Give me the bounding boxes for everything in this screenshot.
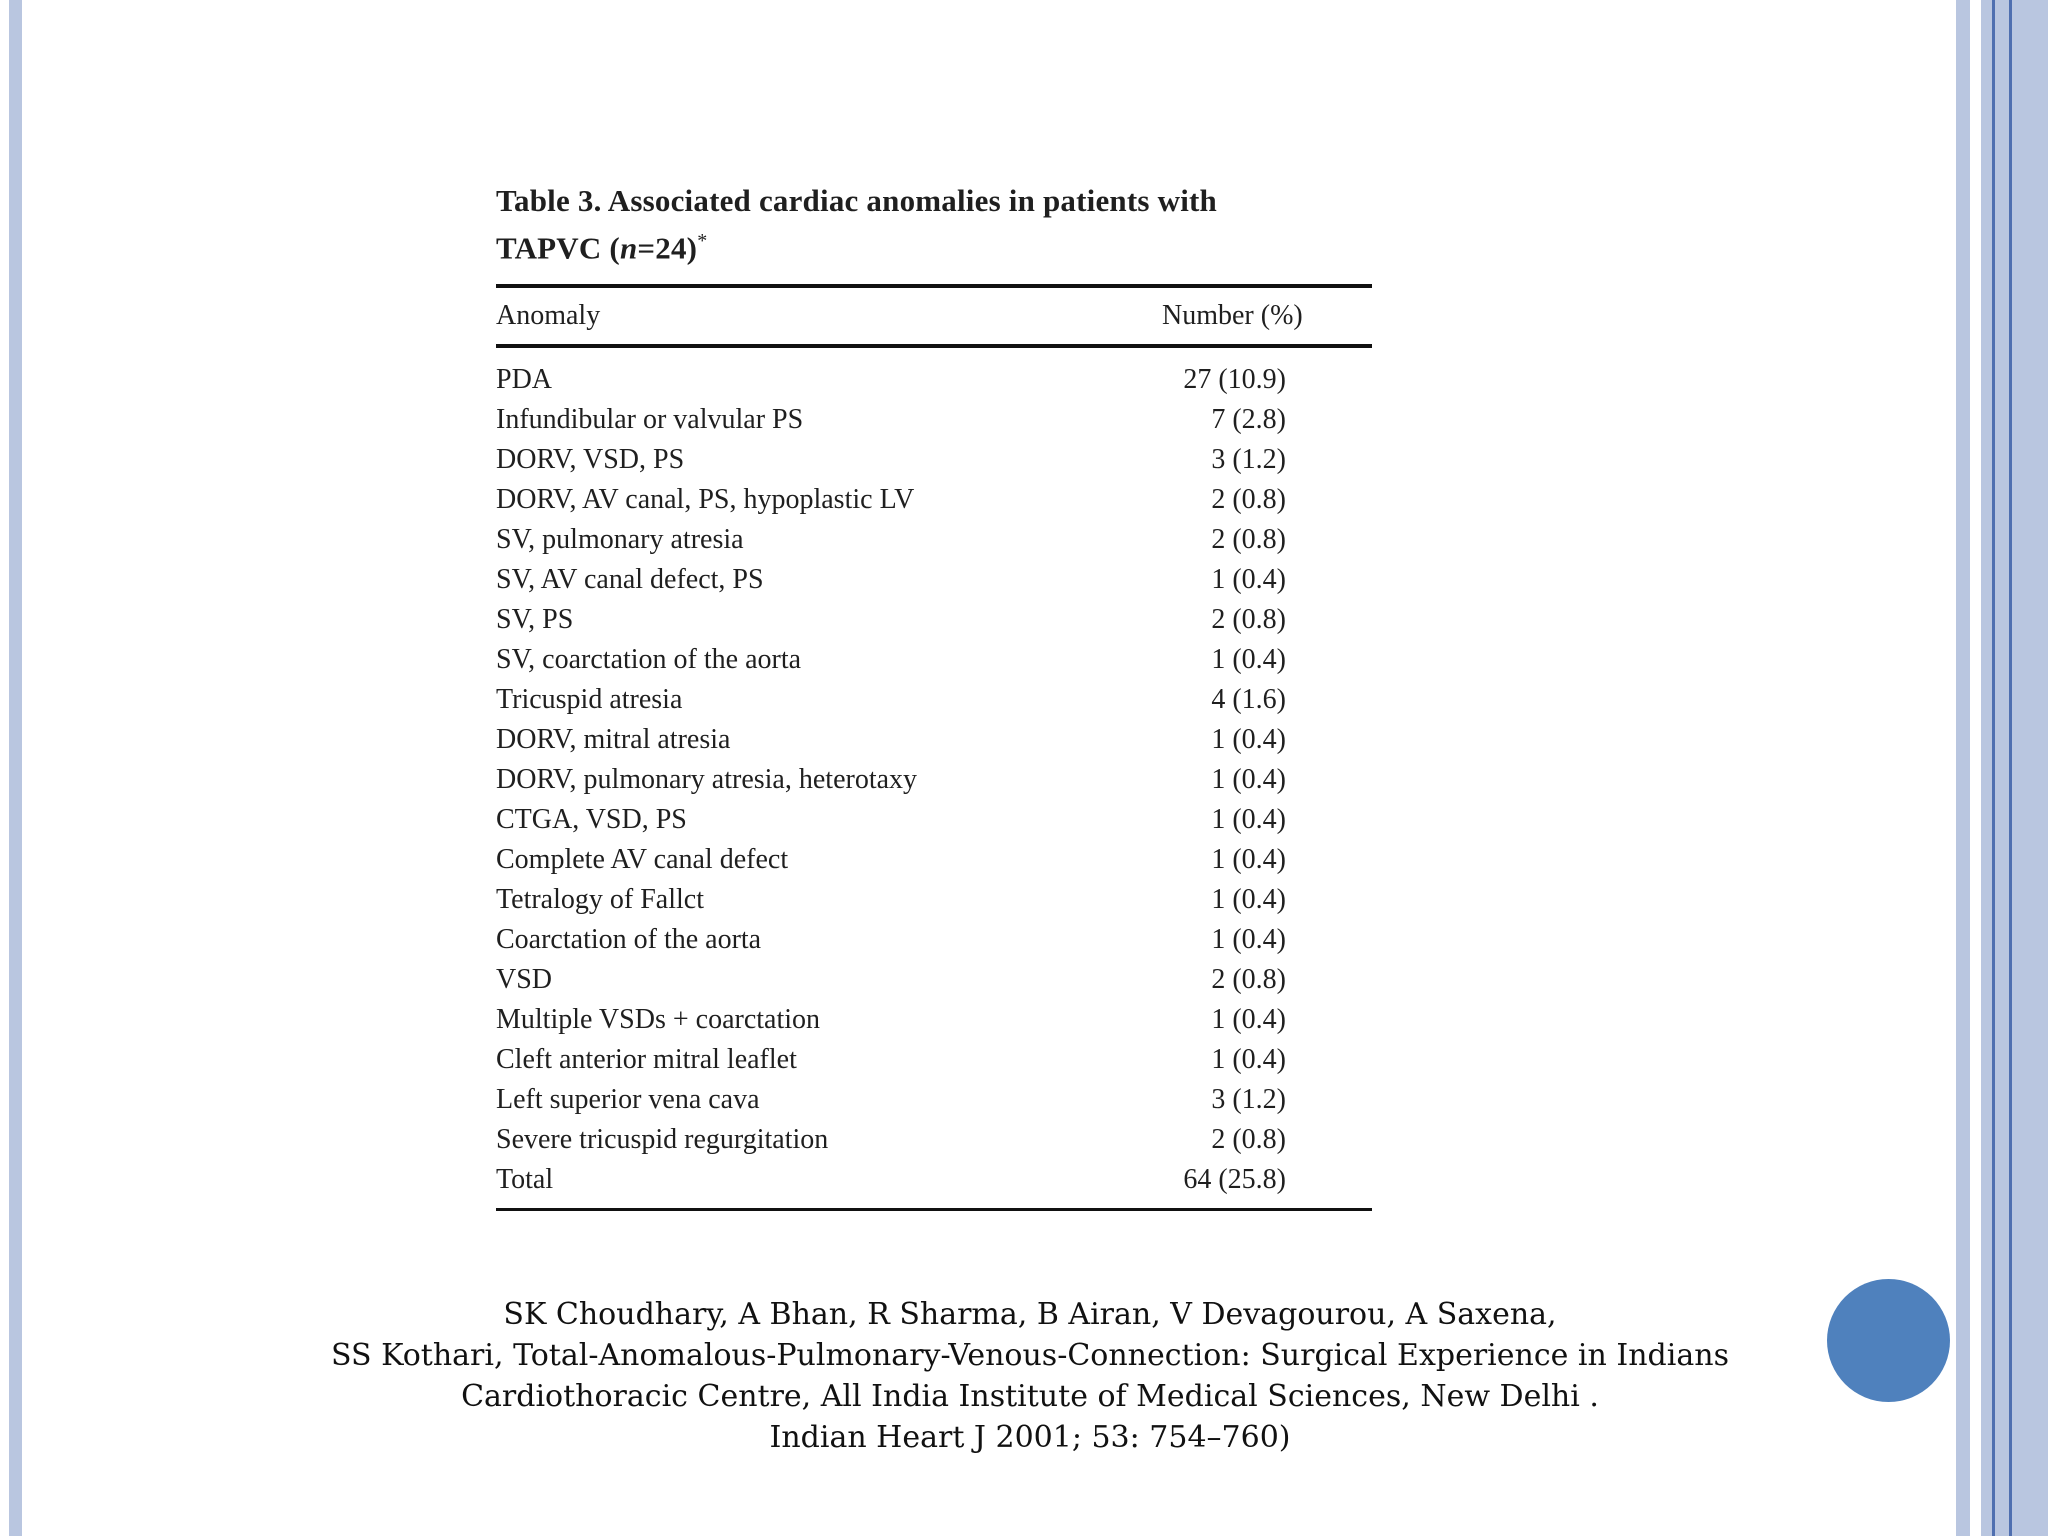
number-cell: 1 (0.4) xyxy=(1211,1044,1286,1076)
anomaly-cell: SV, PS xyxy=(496,604,574,636)
table-row xyxy=(496,1000,1372,1040)
anomaly-cell: Total xyxy=(496,1164,554,1196)
frame-line xyxy=(1992,0,1995,1536)
number-cell: 1 (0.4) xyxy=(1211,764,1286,796)
number-cell: 2 (0.8) xyxy=(1211,484,1286,516)
citation-line: SS Kothari, Total-Anomalous-Pulmonary-Venous-Connection: Surgical Experience in Indians xyxy=(331,1338,1729,1373)
anomaly-cell: Coarctation of the aorta xyxy=(496,924,762,956)
table-row xyxy=(496,920,1372,960)
frame-line xyxy=(2009,0,2012,1536)
table-row xyxy=(496,520,1372,560)
anomaly-cell: VSD xyxy=(496,964,553,996)
number-cell: 1 (0.4) xyxy=(1211,844,1286,876)
anomaly-cell: Multiple VSDs + coarctation xyxy=(496,1004,821,1036)
number-cell: 27 (10.9) xyxy=(1183,364,1286,396)
table-row xyxy=(496,840,1372,880)
anomaly-cell: CTGA, VSD, PS xyxy=(496,804,687,836)
number-cell: 3 (1.2) xyxy=(1211,1084,1286,1116)
anomaly-cell: SV, coarctation of the aorta xyxy=(496,644,802,676)
number-cell: 2 (0.8) xyxy=(1211,604,1286,636)
number-cell: 2 (0.8) xyxy=(1211,964,1286,996)
citation xyxy=(220,1294,1840,1458)
number-cell: 1 (0.4) xyxy=(1211,564,1286,596)
number-cell: 2 (0.8) xyxy=(1211,1124,1286,1156)
anomaly-cell: Complete AV canal defect xyxy=(496,844,789,876)
number-cell: 64 (25.8) xyxy=(1183,1164,1286,1196)
anomaly-cell: Tricuspid atresia xyxy=(496,684,683,716)
anomaly-cell: Severe tricuspid regurgitation xyxy=(496,1124,829,1156)
table-bottom-rule xyxy=(496,1208,1372,1211)
table-row xyxy=(496,1080,1372,1120)
table-row xyxy=(496,1120,1372,1160)
number-cell: 7 (2.8) xyxy=(1211,404,1286,436)
table-row xyxy=(496,440,1372,480)
number-cell: 1 (0.4) xyxy=(1211,924,1286,956)
anomaly-cell: DORV, VSD, PS xyxy=(496,444,685,476)
citation-line: Indian Heart J 2001; 53: 754–760) xyxy=(769,1420,1291,1455)
table-row xyxy=(496,880,1372,920)
number-cell: 2 (0.8) xyxy=(1211,524,1286,556)
table-row xyxy=(496,960,1372,1000)
slide-frame-right-edge xyxy=(1981,0,2048,1536)
citation-line: SK Choudhary, A Bhan, R Sharma, B Airan, V Devagourou, A Saxena, xyxy=(503,1297,1557,1332)
anomaly-cell: SV, pulmonary atresia xyxy=(496,524,744,556)
table-image xyxy=(496,181,1372,1211)
anomaly-cell: Left superior vena cava xyxy=(496,1084,760,1116)
table-row xyxy=(496,600,1372,640)
anomaly-cell: Cleft anterior mitral leaflet xyxy=(496,1044,797,1076)
table-row xyxy=(496,1040,1372,1080)
header-anomaly: Anomaly xyxy=(496,300,601,332)
anomaly-cell: Infundibular or valvular PS xyxy=(496,404,804,436)
slide-frame-right-band xyxy=(1956,0,1970,1536)
citation-line: Cardiothoracic Centre, All India Institute of Medical Sciences, New Delhi . xyxy=(461,1379,1599,1414)
number-cell: 1 (0.4) xyxy=(1211,884,1286,916)
anomaly-cell: Tetralogy of Fallct xyxy=(496,884,704,916)
anomaly-cell: SV, AV canal defect, PS xyxy=(496,564,764,596)
table-row xyxy=(496,360,1372,400)
number-cell: 1 (0.4) xyxy=(1211,644,1286,676)
table-row xyxy=(496,400,1372,440)
decorative-circle xyxy=(1827,1279,1950,1402)
number-cell: 3 (1.2) xyxy=(1211,444,1286,476)
table-header-row xyxy=(496,288,1372,344)
anomaly-cell: DORV, mitral atresia xyxy=(496,724,731,756)
number-cell: 1 (0.4) xyxy=(1211,1004,1286,1036)
table-title: Table 3. Associated cardiac anomalies in patients with TAPVC (n=24)* xyxy=(496,183,1217,266)
anomaly-cell: DORV, AV canal, PS, hypoplastic LV xyxy=(496,484,915,516)
table-row xyxy=(496,720,1372,760)
anomaly-cell: DORV, pulmonary atresia, heterotaxy xyxy=(496,764,918,796)
table-row xyxy=(496,640,1372,680)
table-row xyxy=(496,480,1372,520)
table-row xyxy=(496,680,1372,720)
table-row xyxy=(496,760,1372,800)
number-cell: 1 (0.4) xyxy=(1211,804,1286,836)
table-row xyxy=(496,560,1372,600)
number-cell: 1 (0.4) xyxy=(1211,724,1286,756)
anomaly-cell: PDA xyxy=(496,364,553,396)
table-row xyxy=(496,1160,1372,1200)
header-number: Number (%) xyxy=(1162,300,1303,332)
table-row xyxy=(496,800,1372,840)
number-cell: 4 (1.6) xyxy=(1211,684,1286,716)
table-body xyxy=(496,348,1372,1200)
slide-frame-left xyxy=(9,0,22,1536)
